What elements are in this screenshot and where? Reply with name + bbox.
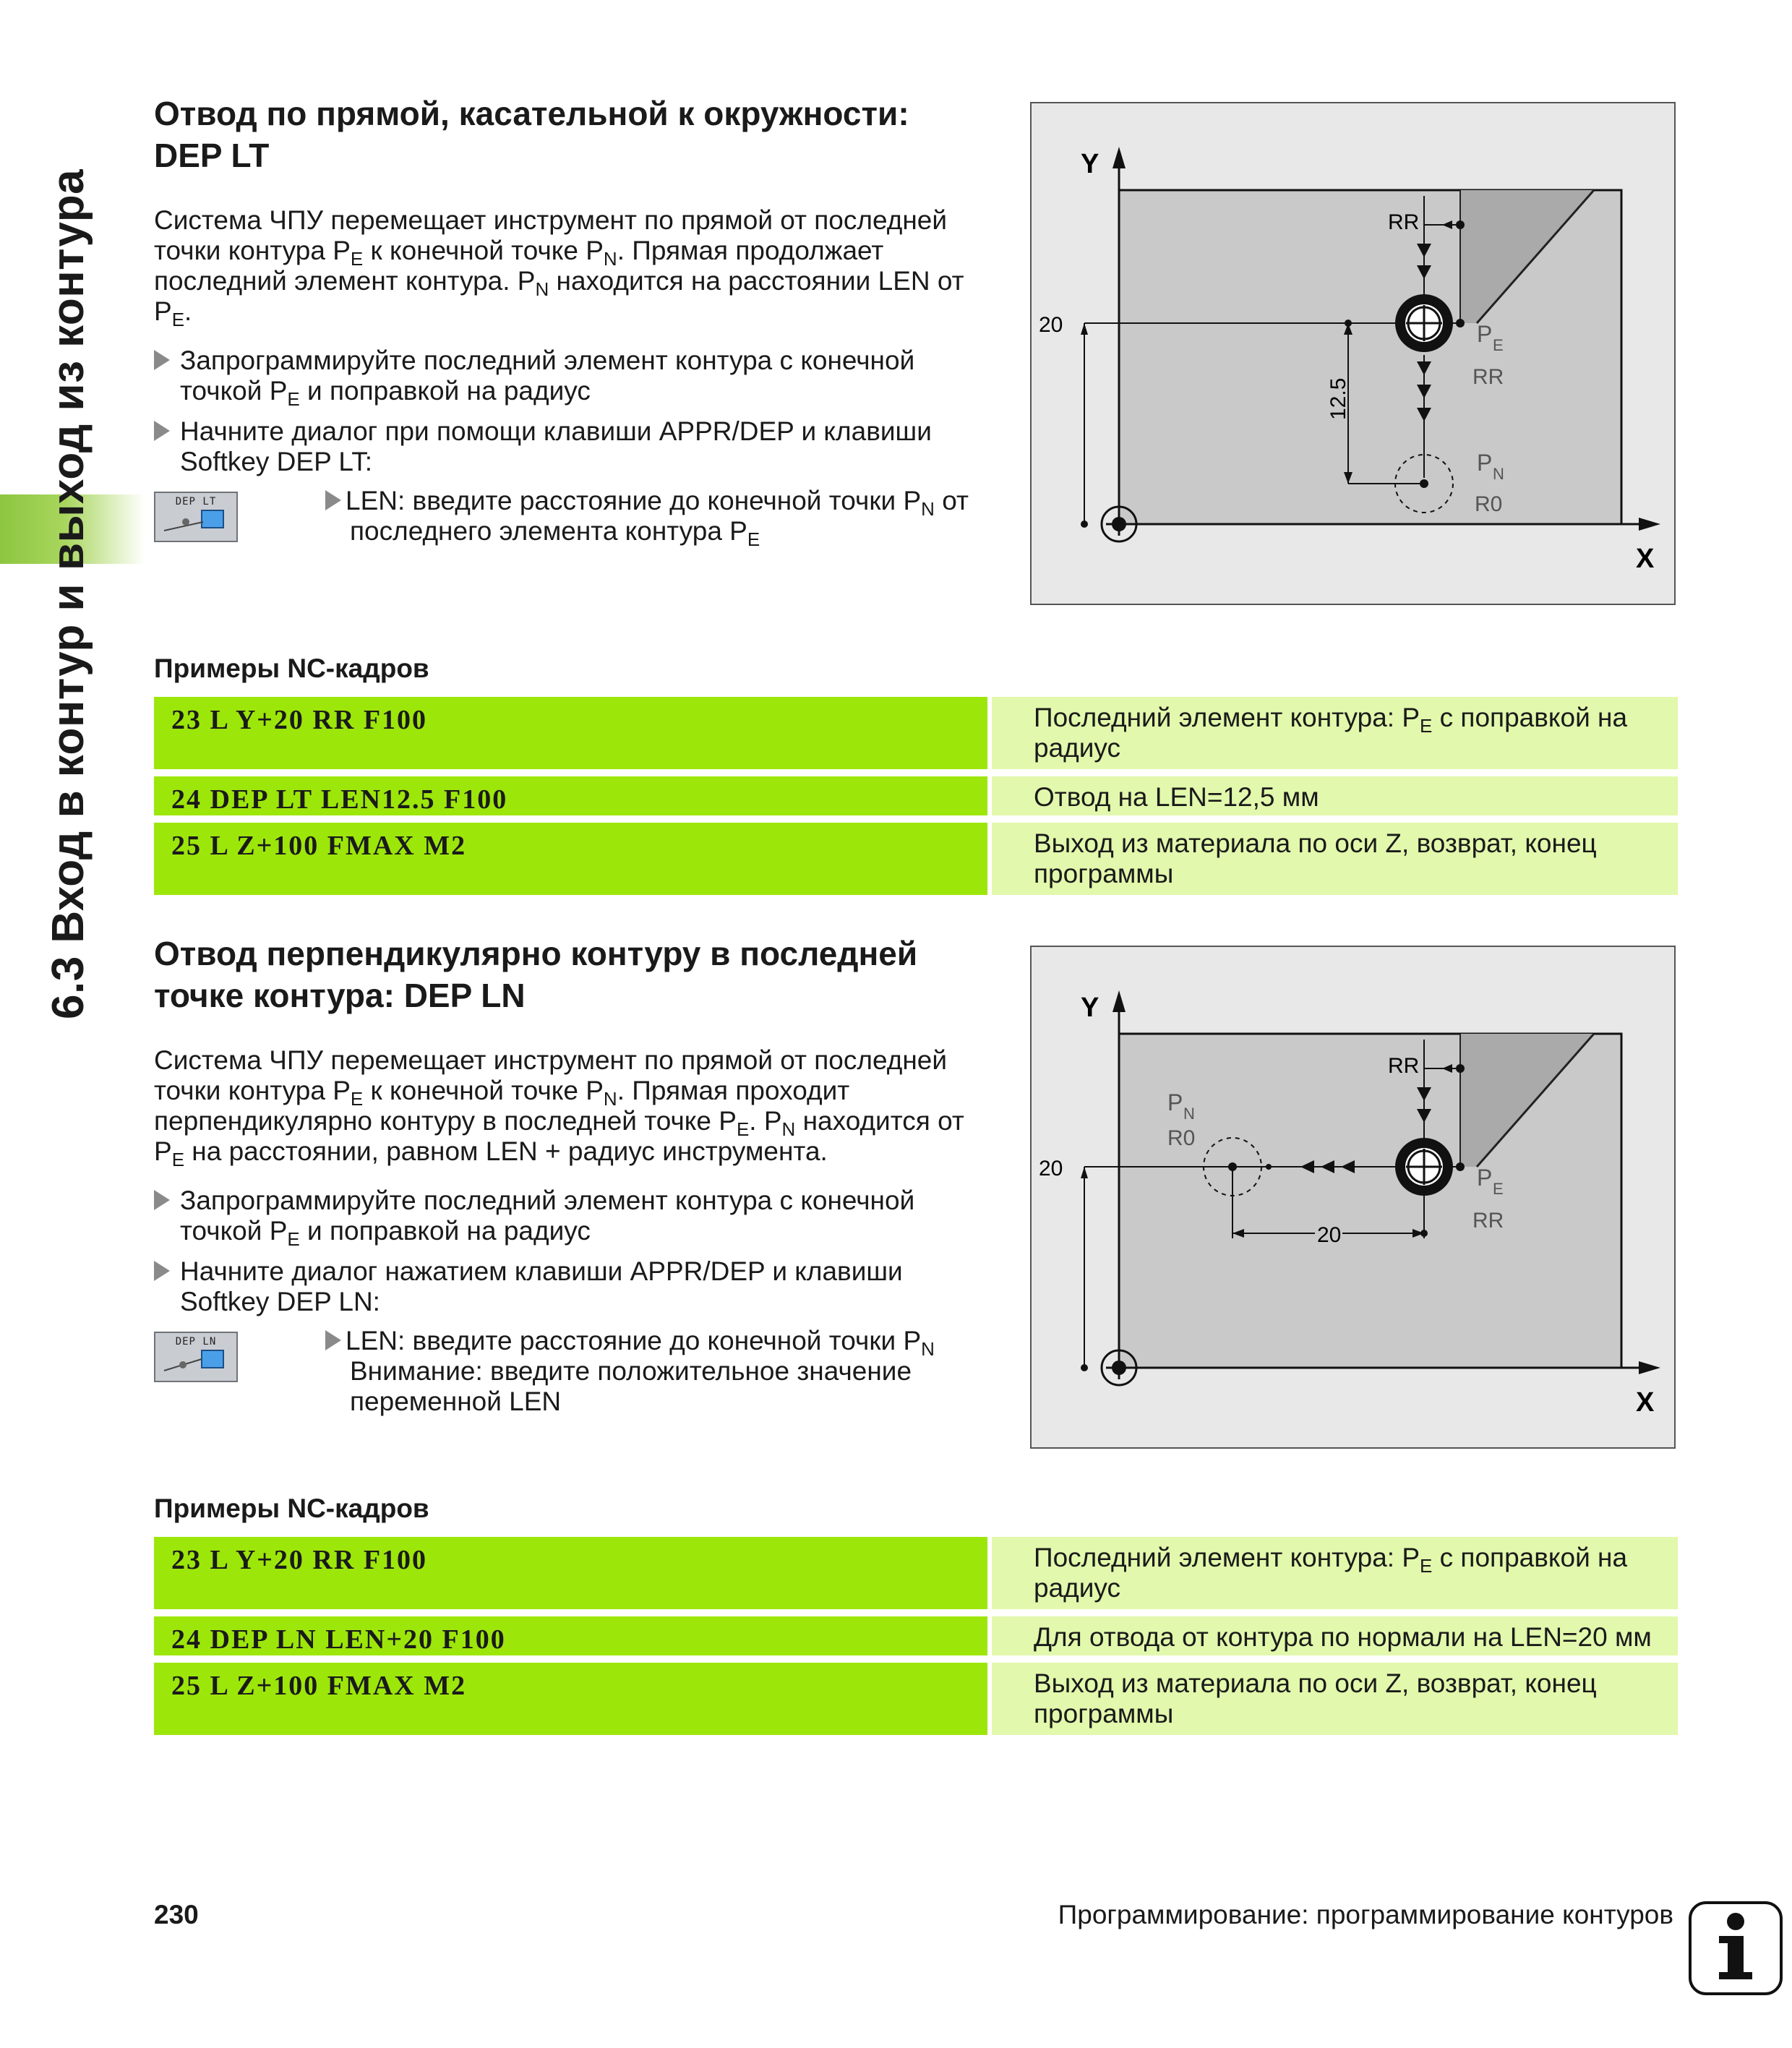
- r0-label: R0: [1167, 1126, 1196, 1150]
- nc-code-cell: 23 L Y+20 RR F100: [154, 697, 987, 769]
- nc-comment-cell: Выход из материала по оси Z, возврат, конец программы: [992, 1663, 1678, 1735]
- svg-text:E: E: [1493, 336, 1504, 354]
- softkey-dep-ln-icon: DEP LN: [154, 1332, 238, 1382]
- nc-code-cell: 25 L Z+100 FMAX M2: [154, 823, 987, 895]
- x-axis-label: X: [1636, 1387, 1655, 1418]
- rr-label-top: RR: [1388, 1054, 1420, 1078]
- tool-path-icon: [155, 493, 236, 541]
- section2-heading: Отвод перпендикулярно контуру в последней точке контура: DEP LN: [154, 935, 918, 1014]
- pe-label: P: [1477, 1165, 1493, 1191]
- nc-comment-cell: Последний элемент контура: $P_E$ с поправкой на радиус: [992, 697, 1678, 769]
- section2-examples-label: Примеры NC-кадров: [154, 1494, 429, 1523]
- nc-comment-cell: Отвод на LEN=12,5 мм: [992, 776, 1678, 815]
- table-row: [154, 776, 1678, 815]
- bullet-arrow-icon: [154, 350, 170, 370]
- pn-label: P: [1477, 450, 1493, 476]
- table-row: [154, 823, 1678, 895]
- chapter-title-footer: Программирование: программирование контуров: [1058, 1900, 1673, 1929]
- pe-label: P: [1477, 321, 1493, 347]
- nc-comment-cell: Для отвода от контура по нормали на LEN=20 мм: [992, 1616, 1678, 1655]
- y-axis-label: Y: [1081, 993, 1099, 1023]
- nc-comment-cell: Последний элемент контура: $P_E$ с поправкой на радиус: [992, 1537, 1678, 1609]
- nc-code-cell: 25 L Z+100 FMAX M2: [154, 1663, 987, 1735]
- milling-cutter-icon: [1395, 294, 1453, 352]
- bullet-arrow-icon: [325, 490, 341, 510]
- bullet-arrow-icon: [154, 1261, 170, 1281]
- svg-text:E: E: [1493, 1180, 1504, 1198]
- bullet-arrow-icon: [154, 1190, 170, 1210]
- nc-comment-cell: Выход из материала по оси Z, возврат, конец программы: [992, 823, 1678, 895]
- section1-examples-label: Примеры NC-кадров: [154, 654, 429, 683]
- section1-heading: Отвод по прямой, касательной к окружности: DEP LT: [154, 95, 909, 174]
- section2-description: Система ЧПУ перемещает инструмент по прямой от последней точки контура $P_E$ к конечной точке $P_N$. Прямая проходит перпендикулярно контуру в последней точке $P_E$. $P_N$ находится от $P_E$ на расстоянии, равном LEN + радиус инструмента.: [154, 1045, 964, 1170]
- softkey-dep-lt-icon: DEP LT: [154, 492, 238, 542]
- section2-bullet-1: Запрограммируйте последний элемент контура с конечной точкой $P_E$ и поправкой на радиус: [154, 1186, 1007, 1246]
- page-number: 230: [154, 1900, 199, 1929]
- rr-label-pe: RR: [1472, 1209, 1504, 1233]
- dimension-12-5: 12.5: [1326, 377, 1350, 420]
- svg-text:N: N: [1493, 465, 1504, 483]
- info-icon: [1689, 1901, 1783, 1995]
- rr-label-pe: RR: [1472, 365, 1504, 389]
- dimension-20-left: 20: [1039, 1157, 1063, 1181]
- section1-bullet-2: Начните диалог при помощи клавиши APPR/DEP и клавиши Softkey DEP LT:: [154, 416, 1007, 477]
- rr-label-top: RR: [1388, 210, 1420, 234]
- nc-code-cell: 24 DEP LN LEN+20 F100: [154, 1616, 987, 1655]
- dimension-20: 20: [1039, 313, 1063, 337]
- milling-cutter-icon: [1395, 1138, 1453, 1196]
- section1-description: Система ЧПУ перемещает инструмент по прямой от последней точки контура $P_E$ к конечной точке $P_N$. Прямая продолжает последний элемент контура. $P_N$ находится на расстоянии LEN от $P_E$.: [154, 205, 964, 330]
- bullet-arrow-icon: [154, 421, 170, 441]
- table-row: [154, 697, 1678, 769]
- nc-code-cell: 24 DEP LT LEN12.5 F100: [154, 776, 987, 815]
- bullet-arrow-icon: [325, 1330, 341, 1350]
- dep-ln-diagram: [1030, 946, 1676, 1449]
- svg-text:N: N: [1183, 1105, 1195, 1123]
- pn-label: P: [1167, 1089, 1183, 1115]
- section-title-vertical: 6.3 Вход в контур и выход из контура: [43, 168, 93, 1019]
- x-axis-label: X: [1636, 544, 1655, 574]
- r0-label: R0: [1475, 492, 1503, 516]
- section2-softkey-description: LEN: введите расстояние до конечной точки $P_N$ Внимание: введите положительное значение переменной LEN: [324, 1326, 1003, 1417]
- table-row: [154, 1616, 1678, 1655]
- dep-lt-diagram: [1030, 102, 1676, 605]
- table-row: [154, 1663, 1678, 1735]
- section1-softkey-description: LEN: введите расстояние до конечной точки $P_N$ от последнего элемента контура $P_E$: [324, 486, 1003, 547]
- section2-bullet-2: Начните диалог нажатием клавиши APPR/DEP и клавиши Softkey DEP LN:: [154, 1256, 1007, 1317]
- nc-code-cell: 23 L Y+20 RR F100: [154, 1537, 987, 1609]
- dimension-20-bottom: 20: [1317, 1223, 1342, 1247]
- tool-path-icon: [155, 1333, 236, 1381]
- table-row: [154, 1537, 1678, 1609]
- section1-bullet-1: Запрограммируйте последний элемент контура с конечной точкой $P_E$ и поправкой на радиус: [154, 346, 1007, 406]
- y-axis-label: Y: [1081, 149, 1099, 179]
